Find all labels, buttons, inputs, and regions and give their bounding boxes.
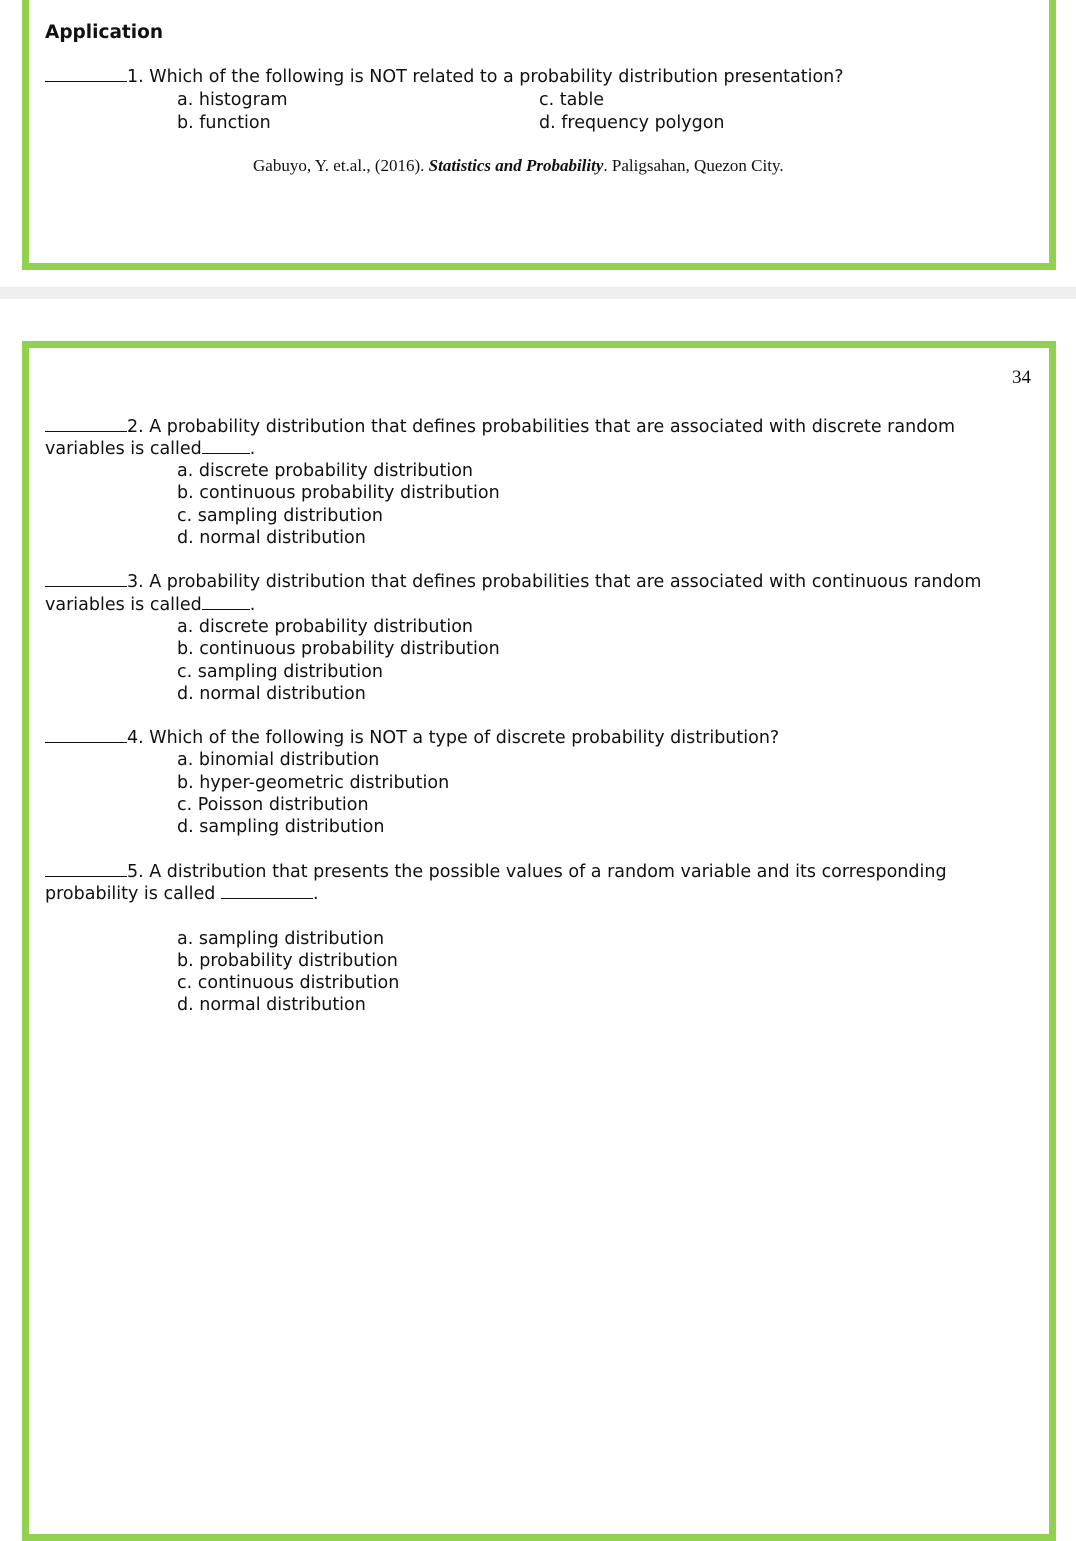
- stem-end: .: [249, 595, 256, 615]
- choice-c: c. sampling distribution: [177, 506, 383, 526]
- choice-a: a. binomial distribution: [177, 750, 380, 770]
- page-top: [22, 0, 1056, 270]
- stem-continuation: variables is called: [45, 439, 202, 459]
- question-3-cont: [45, 594, 255, 616]
- stem-end: .: [312, 884, 319, 904]
- choice-b: b. function: [177, 113, 271, 133]
- reference-title: Statistics and Probability: [428, 156, 604, 175]
- question-4: [45, 727, 779, 749]
- stem-continuation: variables is called: [45, 595, 202, 615]
- choice-a: a. discrete probability distribution: [177, 461, 473, 481]
- choice-b: b. continuous probability distribution: [177, 639, 500, 659]
- inline-blank[interactable]: [202, 594, 250, 610]
- choice-c: c. sampling distribution: [177, 662, 383, 682]
- choice-d: d. normal distribution: [177, 684, 366, 704]
- question-stem: 4. Which of the following is NOT a type of discrete probability distribution?: [127, 728, 780, 748]
- choice-a: a. histogram: [177, 90, 288, 110]
- stem-continuation: probability is called: [45, 884, 221, 904]
- choice-d: d. normal distribution: [177, 995, 366, 1015]
- inline-blank[interactable]: [221, 883, 313, 899]
- choice-c: c. Poisson distribution: [177, 795, 369, 815]
- question-stem: 3. A probability distribution that defines probabilities that are associated with continuous random: [127, 572, 982, 592]
- choice-d: d. normal distribution: [177, 528, 366, 548]
- choice-c: c. table: [539, 90, 605, 110]
- reference-suffix: . Paligsahan, Quezon City.: [603, 156, 784, 175]
- choice-b: b. continuous probability distribution: [177, 483, 500, 503]
- question-stem: 1. Which of the following is NOT related to a probability distribution presentation?: [127, 67, 844, 87]
- stem-end: .: [249, 439, 256, 459]
- choice-d: d. sampling distribution: [177, 817, 385, 837]
- question-2: [45, 416, 955, 438]
- question-5: [45, 861, 947, 883]
- choice-c: c. continuous distribution: [177, 973, 400, 993]
- reference-prefix: Gabuyo, Y. et.al., (2016).: [253, 156, 429, 175]
- answer-blank[interactable]: [45, 416, 127, 432]
- reference-citation: [253, 155, 784, 177]
- page-gap: [0, 287, 1076, 299]
- choice-a: a. discrete probability distribution: [177, 617, 473, 637]
- answer-blank[interactable]: [45, 571, 127, 587]
- answer-blank[interactable]: [45, 66, 127, 82]
- choice-b: b. hyper-geometric distribution: [177, 773, 450, 793]
- choice-a: a. sampling distribution: [177, 929, 385, 949]
- answer-blank[interactable]: [45, 861, 127, 877]
- question-3: [45, 571, 981, 593]
- section-heading: Application: [45, 22, 164, 43]
- page-number: 34: [1012, 367, 1031, 388]
- question-1: [45, 66, 844, 88]
- answer-blank[interactable]: [45, 727, 127, 743]
- question-2-cont: [45, 438, 255, 460]
- inline-blank[interactable]: [202, 438, 250, 454]
- question-5-cont: [45, 883, 319, 905]
- choice-b: b. probability distribution: [177, 951, 398, 971]
- question-stem: 2. A probability distribution that defines probabilities that are associated with discrete random: [127, 417, 956, 437]
- choice-d: d. frequency polygon: [539, 113, 725, 133]
- question-stem: 5. A distribution that presents the possible values of a random variable and its corresponding: [127, 862, 947, 882]
